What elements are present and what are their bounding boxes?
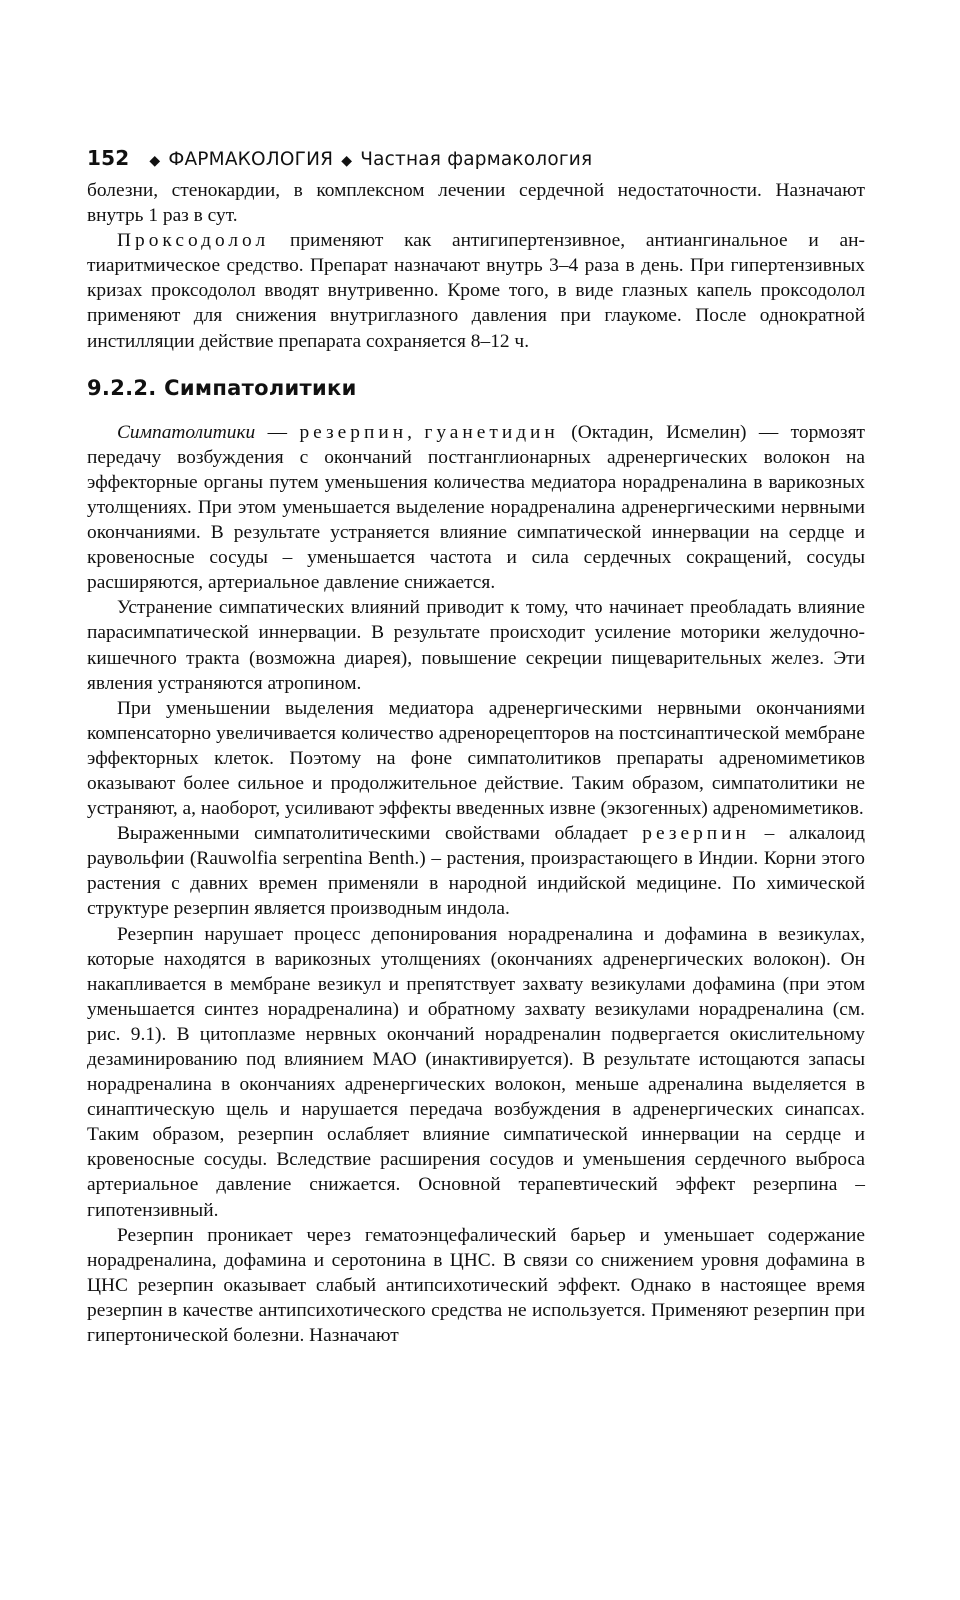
drug-name-spaced: резерпин <box>299 421 408 443</box>
chapter-title: Частная фармакология <box>360 149 593 170</box>
running-header <box>87 146 877 170</box>
paragraph: Резерпин нарушает процесс депонирования норадреналина и дофамина в везикулах, которые находятся в варикозных утолщениях (окончаниях адренергических волокон). Он накапливается в мембране везикул и препятствует захвату везикулами дофамина (при этом уменьшается синтез норадреналина) и обратному захвату везикулами норадреналина (см. рис. 9.1). В цитоплазме нервных окончаний норадреналин подвергается окислительному дезаминированию под влиянием МАО (инактивируется). В результате истощаются запасы норадреналина в окончаниях адренергических волокон, меньше адреналина выделяется в синаптическую щель и нарушается передача возбуждения в адренергических синапсах. Таким образом, резерпин ослабляет влияние симпатической иннервации на сердце и кровеносные сосуды. Вследствие расширения сосудов и уменьшения сердечного выброса артериальное давление снижается. Основной терапевтический эффект резерпина – гипотензивный. <box>87 923 865 1221</box>
paragraph-proksodolol <box>87 228 865 353</box>
comma-text: , <box>407 421 425 443</box>
diamond-separator-icon: ◆ <box>149 153 161 169</box>
italic-term: Симпатолитики <box>117 421 256 443</box>
dash-text: — <box>255 421 300 443</box>
paragraph-text: – алкалоид раувольфии (Rauwolfia serpentina Benth.) – растения, произрастающего в Индии. Корни этого растения с давних времен применяли в народной индийской медицине. По химической структуре резерпин является производным индола. <box>87 823 865 920</box>
book-title: ФАРМАКОЛОГИЯ <box>168 149 334 170</box>
paragraph-text: (Октадин, Исмелин) — тормозят передачу возбуждения с окончаний постганглионарных адренергических волокон на эффекторные органы путем уменьшения количества медиатора норадреналина в варикозных утолщениях. При этом уменьшается выделение норадреналина адренергическими нервными окончаниями. В результате устраняется влияние симпатической иннервации на сердце и кровеносные сосуды – уменьшается частота и сила сердечных сокращений, сосуды расширяются, артериальное давление снижается. <box>87 421 865 594</box>
drug-name-spaced: резерпин <box>642 823 750 845</box>
paragraph-reserpine-intro <box>87 821 865 921</box>
diamond-separator-icon: ◆ <box>341 153 353 169</box>
section-heading: 9.2.2. Симпатолитики <box>87 375 357 400</box>
page-body <box>87 178 865 1348</box>
paragraph: Резерпин проникает через гематоэнцефалический барьер и уменьшает содержание норадреналина, дофамина и серотонина в ЦНС. В связи со снижением уровня дофамина в ЦНС резерпин оказывает слабый антипсихотический эффект. Однако в настоящее время резерпин в качестве антипсихотического средства не используется. Применяют резерпин при гипертонической болезни. Назначают <box>87 1224 865 1347</box>
drug-name-spaced: Проксодолол <box>117 230 270 252</box>
drug-name-spaced: гуанетидин <box>424 421 559 443</box>
paragraph: При уменьшении выделения медиатора адренергическими нервными окончаниями компенсаторно увеличивается количество адренорецепторов на постсинаптической мембране эффекторных клеток. Поэтому на фоне симпатолитиков препараты адреномиметиков оказывают более сильное и продолжительное действие. Таким образом, симпатолитики не устраняют, а, наоборот, усиливают эффекты введенных извне (экзогенных) адреномиметиков. <box>87 697 865 820</box>
paragraph-lead: Выраженными симпатолитическими свойствами обладает <box>117 823 643 845</box>
paragraph-text: применяют как антигипертензивное, антиангинальное и антиаритмическое средство. Препарат назначают внутрь 3–4 раза в день. При гипертензивных кризах проксодолол вводят внутривенно. Кроме того, в виде глазных капель проксодолол применяют для снижения внутриглазного давления при глаукоме. После однократной инстилляции действие препарата сохраняется 8–12 ч. <box>87 230 865 352</box>
page-number: 152 <box>87 146 130 170</box>
paragraph-continued: болезни, стенокардии, в комплексном лечении сердечной недостаточности. Назначают внутрь 1 раз в сут. <box>87 180 865 227</box>
paragraph-sympatholytics-intro <box>87 420 865 596</box>
paragraph: Устранение симпатических влияний приводит к тому, что начинает преобладать влияние парасимпатической иннервации. В результате происходит усиление моторики желудочно-кишечного тракта (возможна диарея), повышение секреции пищеварительных желез. Эти явления устраняются атропином. <box>87 597 865 694</box>
